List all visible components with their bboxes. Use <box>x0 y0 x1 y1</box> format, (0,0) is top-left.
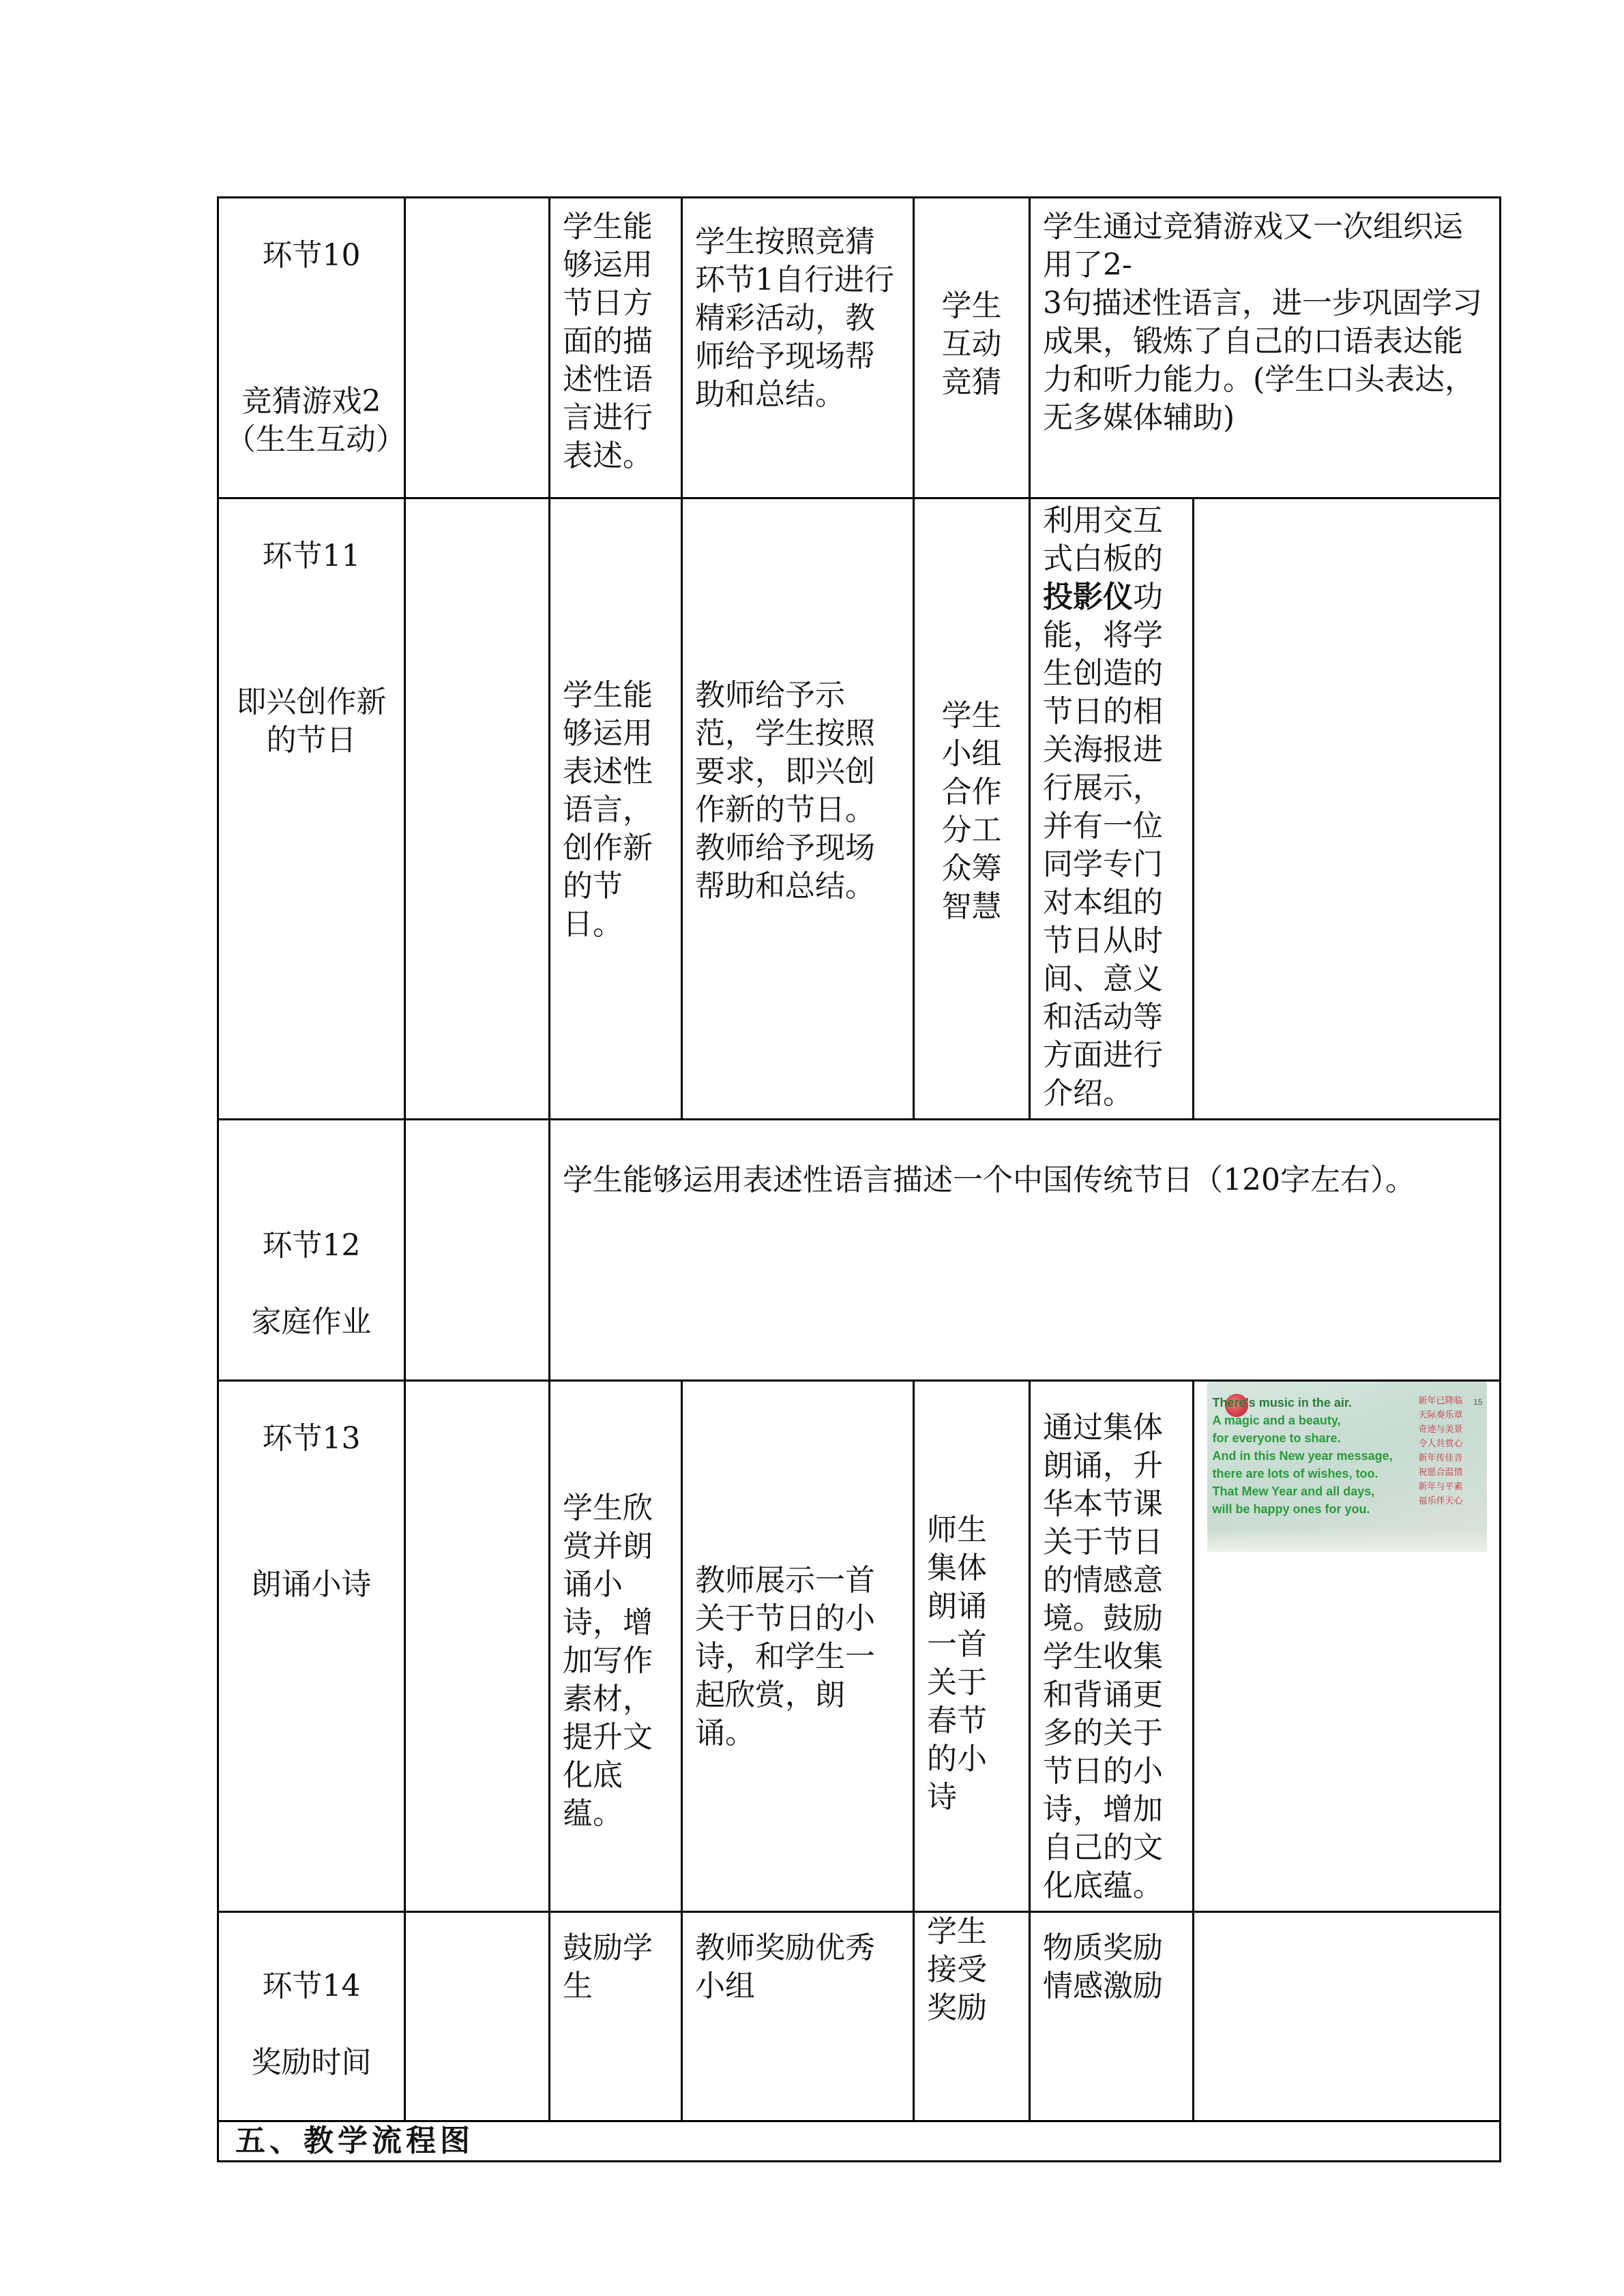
activity-cell <box>682 498 914 1120</box>
stage-row-13 <box>218 1381 1501 1912</box>
empty-cell <box>405 1912 550 2121</box>
poem-cn-line: 福乐伴天心 <box>1418 1496 1463 1506</box>
empty-cell <box>405 498 550 1120</box>
poem-line: A magic and a beauty, <box>1212 1414 1341 1427</box>
objective-text: 学生能够运用表述性语言，创作新的节日。 <box>563 678 653 942</box>
intent-text: 学生通过竞猜游戏又一次组织运用了2- 3句描述性语言，进一步巩固学习成果，锻炼了自己的口语表达能力和听力能力。(学生口头表达，无多媒体辅助) <box>1043 209 1482 435</box>
poem-cn-line: 新年与平素 <box>1418 1482 1463 1492</box>
intent-text-before: 利用交互式白板的 <box>1043 503 1163 576</box>
activity-text: 学生按照竞猜 环节1自行进行精彩活动，教师给予现场帮助和总结。 <box>695 224 894 412</box>
stage-title: 环节10 <box>262 238 361 273</box>
media-cell <box>1194 1381 1501 1912</box>
objective-cell <box>550 198 682 498</box>
form-cell <box>914 1381 1030 1912</box>
poem-cn-line: 奇迹与美景 <box>1418 1425 1463 1435</box>
poem-cn-line: 新年已降临 <box>1418 1396 1463 1406</box>
objective-text: 鼓励学生 <box>563 1930 653 2003</box>
intent-text-bold: 投影仪 <box>1043 580 1133 614</box>
teaching-plan-table <box>217 196 1501 2162</box>
stage-name: 朗诵小诗 <box>251 1567 372 1602</box>
stage-title: 环节11 <box>262 539 361 573</box>
objective-cell <box>550 498 682 1120</box>
poem-line: will be happy ones for you. <box>1212 1502 1370 1516</box>
form-text: 学生互动竞猜 <box>941 288 1002 400</box>
stage-name: 即兴创作新的节日 <box>236 685 387 758</box>
intent-cell <box>1030 498 1194 1120</box>
image-bottom-band <box>1207 1529 1487 1552</box>
activity-text: 教师奖励优秀小组 <box>695 1930 875 2003</box>
poem-cn-line: 祝愿合温情 <box>1418 1467 1463 1478</box>
stage-label-cell <box>218 1381 405 1912</box>
homework-text: 学生能够运用表述性语言描述一个中国传统节日（120字左右）。 <box>563 1163 1415 1197</box>
objective-cell <box>550 1381 682 1912</box>
stage-row-11 <box>218 498 1501 1120</box>
poem-image <box>1207 1382 1487 1552</box>
form-cell <box>914 1912 1030 2121</box>
stage-row-12 <box>218 1120 1501 1381</box>
poem-cn-line: 令人共赏心 <box>1418 1439 1463 1449</box>
intent-cell <box>1030 198 1501 498</box>
stage-name: 竞猜游戏2（生生互动） <box>226 384 406 457</box>
activity-cell <box>682 198 914 498</box>
intent-text: 物质奖励 情感激励 <box>1043 1930 1163 2003</box>
activity-text: 教师给予示范，学生按照要求，即兴创作新的节日。教师给予现场帮助和总结。 <box>695 678 875 904</box>
intent-text <box>1031 499 1192 1118</box>
form-cell <box>914 498 1030 1120</box>
intent-cell <box>1030 1381 1194 1912</box>
page-number: 15 <box>1473 1397 1483 1407</box>
stage-label-cell <box>218 198 405 498</box>
poem-line: And in this New year message, <box>1212 1449 1393 1463</box>
stage-name: 家庭作业 <box>251 1304 372 1339</box>
poem-cn-line: 新年传佳音 <box>1418 1453 1463 1463</box>
stage-name: 奖励时间 <box>251 2045 372 2080</box>
empty-cell <box>405 198 550 498</box>
section-heading-row <box>218 2121 1501 2162</box>
stage-row-14 <box>218 1912 1501 2121</box>
empty-cell <box>405 1381 550 1912</box>
activity-cell <box>682 1381 914 1912</box>
poem-line: there are lots of wishes, too. <box>1212 1467 1378 1480</box>
stage-title: 环节12 <box>262 1228 361 1263</box>
poem-chinese-lines <box>1419 1394 1481 1508</box>
media-cell <box>1194 1912 1501 2121</box>
objective-cell <box>550 1912 682 2121</box>
form-text: 学生接受奖励 <box>927 1914 987 2025</box>
intent-cell <box>1030 1912 1194 2121</box>
activity-cell <box>682 1912 914 2121</box>
form-text: 师生集体朗诵一首关于春节的小诗 <box>927 1512 987 1815</box>
stage-title: 环节14 <box>262 1969 361 2003</box>
stage-row-10 <box>218 198 1501 498</box>
objective-text: 学生能够运用节日方面的描述性语言进行表述。 <box>563 209 653 473</box>
poem-cn-line: 天际奏乐章 <box>1418 1410 1463 1420</box>
poem-line: There's music in the air. <box>1212 1396 1352 1410</box>
media-cell <box>1194 498 1501 1120</box>
poem-line: for everyone to share. <box>1212 1431 1341 1445</box>
intent-text-after: 功能，将学生创造的节日的相关海报进行展示，并有一位同学专门对本组的节日从时间、意义和活动等方面进行介绍。 <box>1043 580 1163 1111</box>
section-heading: 五、教学流程图 <box>235 2123 474 2158</box>
poem-line: That Mew Year and all days, <box>1212 1485 1375 1498</box>
empty-cell <box>405 1120 550 1381</box>
form-text: 学生小组合作分工众筹智慧 <box>941 698 1002 924</box>
homework-cell <box>550 1120 1501 1381</box>
stage-title: 环节13 <box>262 1421 361 1456</box>
form-cell <box>914 198 1030 498</box>
objective-text: 学生欣赏并朗诵小诗，增加写作素材，提升文化底蕴。 <box>563 1491 653 1831</box>
stage-label-cell <box>218 498 405 1120</box>
activity-text: 教师展示一首关于节日的小诗，和学生一起欣赏，朗诵。 <box>695 1563 875 1750</box>
intent-text: 通过集体朗诵，升华本节课关于节日的情感意境。鼓励学生收集和背诵更多的关于节日的小诗，增加自己的文化底蕴。 <box>1043 1410 1163 1903</box>
stage-label-cell <box>218 1120 405 1381</box>
section-heading-cell <box>218 2121 1501 2162</box>
poem-english-lines <box>1213 1394 1411 1518</box>
stage-label-cell <box>218 1912 405 2121</box>
